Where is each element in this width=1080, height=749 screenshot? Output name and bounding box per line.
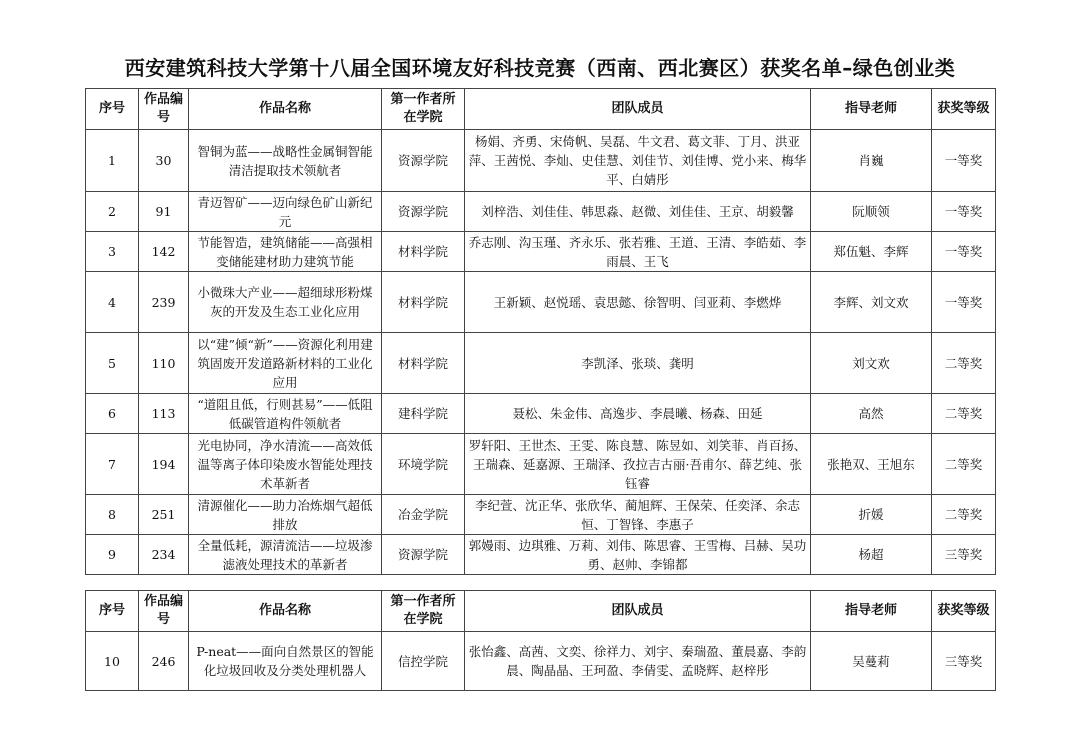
cell-seq: 7: [86, 434, 139, 495]
cell-advisor: 张艳双、王旭东: [811, 434, 932, 495]
cell-members: 罗轩阳、王世杰、王雯、陈良慧、陈昱如、刘笑菲、肖百扬、王瑞森、延嘉源、王瑞泽、孜拉吉古丽·吾甫尔、薛艺纯、张钰睿: [465, 434, 811, 495]
table-row: [86, 232, 996, 272]
cell-code: 30: [139, 130, 189, 192]
cell-members: 聂松、朱金伟、高逸步、李晨曦、杨森、田延: [465, 394, 811, 434]
header-members: 团队成员: [465, 89, 811, 130]
cell-college: 材料学院: [382, 232, 465, 272]
header-college: 第一作者所在学院: [382, 89, 465, 130]
cell-advisor: 阮顺领: [811, 192, 932, 232]
cell-award-level: 二等奖: [932, 394, 996, 434]
cell-award-level: 一等奖: [932, 130, 996, 192]
cell-college: 材料学院: [382, 333, 465, 394]
cell-work-name: 以“建”倾“新”——资源化利用建筑固废开发道路新材料的工业化应用: [189, 333, 382, 394]
cell-seq: 2: [86, 192, 139, 232]
cell-advisor: 肖巍: [811, 130, 932, 192]
cell-college: 资源学院: [382, 535, 465, 575]
award-table: [85, 88, 996, 575]
cell-code: 251: [139, 495, 189, 535]
cell-advisor: 折媛: [811, 495, 932, 535]
cell-code: 246: [139, 632, 189, 691]
cell-advisor: 高然: [811, 394, 932, 434]
cell-college: 冶金学院: [382, 495, 465, 535]
table-header-row: [86, 591, 996, 632]
cell-award-level: 一等奖: [932, 232, 996, 272]
cell-work-name: 智铜为蓝——战略性金属铜智能清洁提取技术领航者: [189, 130, 382, 192]
cell-members: 乔志刚、沟玉瑾、齐永乐、张若雅、王道、王清、李皓茹、李雨晨、王飞: [465, 232, 811, 272]
header-seq: 序号: [86, 591, 139, 632]
cell-seq: 4: [86, 272, 139, 333]
cell-work-name: 清源催化——助力冶炼烟气超低排放: [189, 495, 382, 535]
table-row: [86, 495, 996, 535]
cell-college: 环境学院: [382, 434, 465, 495]
table-row: [86, 130, 996, 192]
cell-work-name: 全量低耗，源清流洁——垃圾渗滤液处理技术的革新者: [189, 535, 382, 575]
header-name: 作品名称: [189, 591, 382, 632]
cell-code: 110: [139, 333, 189, 394]
table-row: [86, 394, 996, 434]
cell-code: 234: [139, 535, 189, 575]
header-seq: 序号: [86, 89, 139, 130]
cell-code: 113: [139, 394, 189, 434]
cell-code: 142: [139, 232, 189, 272]
header-advisor: 指导老师: [811, 89, 932, 130]
header-level: 获奖等级: [932, 89, 996, 130]
cell-advisor: 杨超: [811, 535, 932, 575]
cell-award-level: 一等奖: [932, 272, 996, 333]
header-level: 获奖等级: [932, 591, 996, 632]
cell-college: 资源学院: [382, 192, 465, 232]
header-members: 团队成员: [465, 591, 811, 632]
cell-work-name: 青迈智矿——迈向绿色矿山新纪元: [189, 192, 382, 232]
cell-award-level: 二等奖: [932, 434, 996, 495]
cell-college: 资源学院: [382, 130, 465, 192]
cell-award-level: 二等奖: [932, 333, 996, 394]
cell-members: 李凯泽、张琰、龚明: [465, 333, 811, 394]
cell-members: 李纪萱、沈正华、张欣华、蔺旭辉、王保荣、任奕泽、余志恒、丁智锋、李惠子: [465, 495, 811, 535]
cell-work-name: P-neat——面向自然景区的智能化垃圾回收及分类处理机器人: [189, 632, 382, 691]
cell-seq: 6: [86, 394, 139, 434]
cell-work-name: 节能智造，建筑储能——高强相变储能建材助力建筑节能: [189, 232, 382, 272]
cell-seq: 10: [86, 632, 139, 691]
table-row: [86, 192, 996, 232]
cell-seq: 5: [86, 333, 139, 394]
cell-code: 239: [139, 272, 189, 333]
cell-members: 刘梓浩、刘佳佳、韩思淼、赵微、刘佳佳、王京、胡毅馨: [465, 192, 811, 232]
table-row: [86, 632, 996, 691]
cell-advisor: 吴蔓莉: [811, 632, 932, 691]
page-title: 西安建筑科技大学第十八届全国环境友好科技竞赛（西南、西北赛区）获奖名单–绿色创业类: [124, 56, 956, 80]
cell-advisor: 郑伍魁、李辉: [811, 232, 932, 272]
table-row: [86, 535, 996, 575]
header-college: 第一作者所在学院: [382, 591, 465, 632]
cell-members: 杨娟、齐勇、宋倚帆、吴磊、牛文君、葛文菲、丁月、洪亚萍、王茜悦、李灿、史佳慧、刘佳节、刘佳博、党小来、梅华平、白婧彤: [465, 130, 811, 192]
cell-advisor: 李辉、刘文欢: [811, 272, 932, 333]
table-row: [86, 272, 996, 333]
cell-work-name: “道阻且低，行则甚易”——低阻低碳管道构件领航者: [189, 394, 382, 434]
cell-seq: 3: [86, 232, 139, 272]
header-code: 作品编号: [139, 591, 189, 632]
cell-award-level: 三等奖: [932, 535, 996, 575]
cell-members: 郭嫚雨、边琪雅、万莉、刘伟、陈思睿、王雪梅、吕赫、吴功勇、赵帅、李锦都: [465, 535, 811, 575]
cell-award-level: 一等奖: [932, 192, 996, 232]
cell-seq: 9: [86, 535, 139, 575]
cell-members: 张怡鑫、高茜、文奕、徐祥力、刘宇、秦瑞盈、董晨嘉、李韵晨、陶晶晶、王珂盈、李倩雯、孟晓辉、赵梓彤: [465, 632, 811, 691]
cell-seq: 8: [86, 495, 139, 535]
cell-award-level: 二等奖: [932, 495, 996, 535]
table-header-row: [86, 89, 996, 130]
cell-seq: 1: [86, 130, 139, 192]
cell-code: 194: [139, 434, 189, 495]
cell-college: 信控学院: [382, 632, 465, 691]
cell-college: 材料学院: [382, 272, 465, 333]
table-row: [86, 333, 996, 394]
header-name: 作品名称: [189, 89, 382, 130]
header-code: 作品编号: [139, 89, 189, 130]
cell-college: 建科学院: [382, 394, 465, 434]
cell-advisor: 刘文欢: [811, 333, 932, 394]
cell-work-name: 光电协同，净水清流——高效低温等离子体印染废水智能处理技术革新者: [189, 434, 382, 495]
header-advisor: 指导老师: [811, 591, 932, 632]
table-row: [86, 434, 996, 495]
cell-work-name: 小微珠大产业——超细球形粉煤灰的开发及生态工业化应用: [189, 272, 382, 333]
cell-award-level: 三等奖: [932, 632, 996, 691]
cell-members: 王新颖、赵悦瑶、袁思懿、徐智明、闫亚莉、李燃烨: [465, 272, 811, 333]
cell-code: 91: [139, 192, 189, 232]
award-table-continued: [85, 590, 996, 691]
